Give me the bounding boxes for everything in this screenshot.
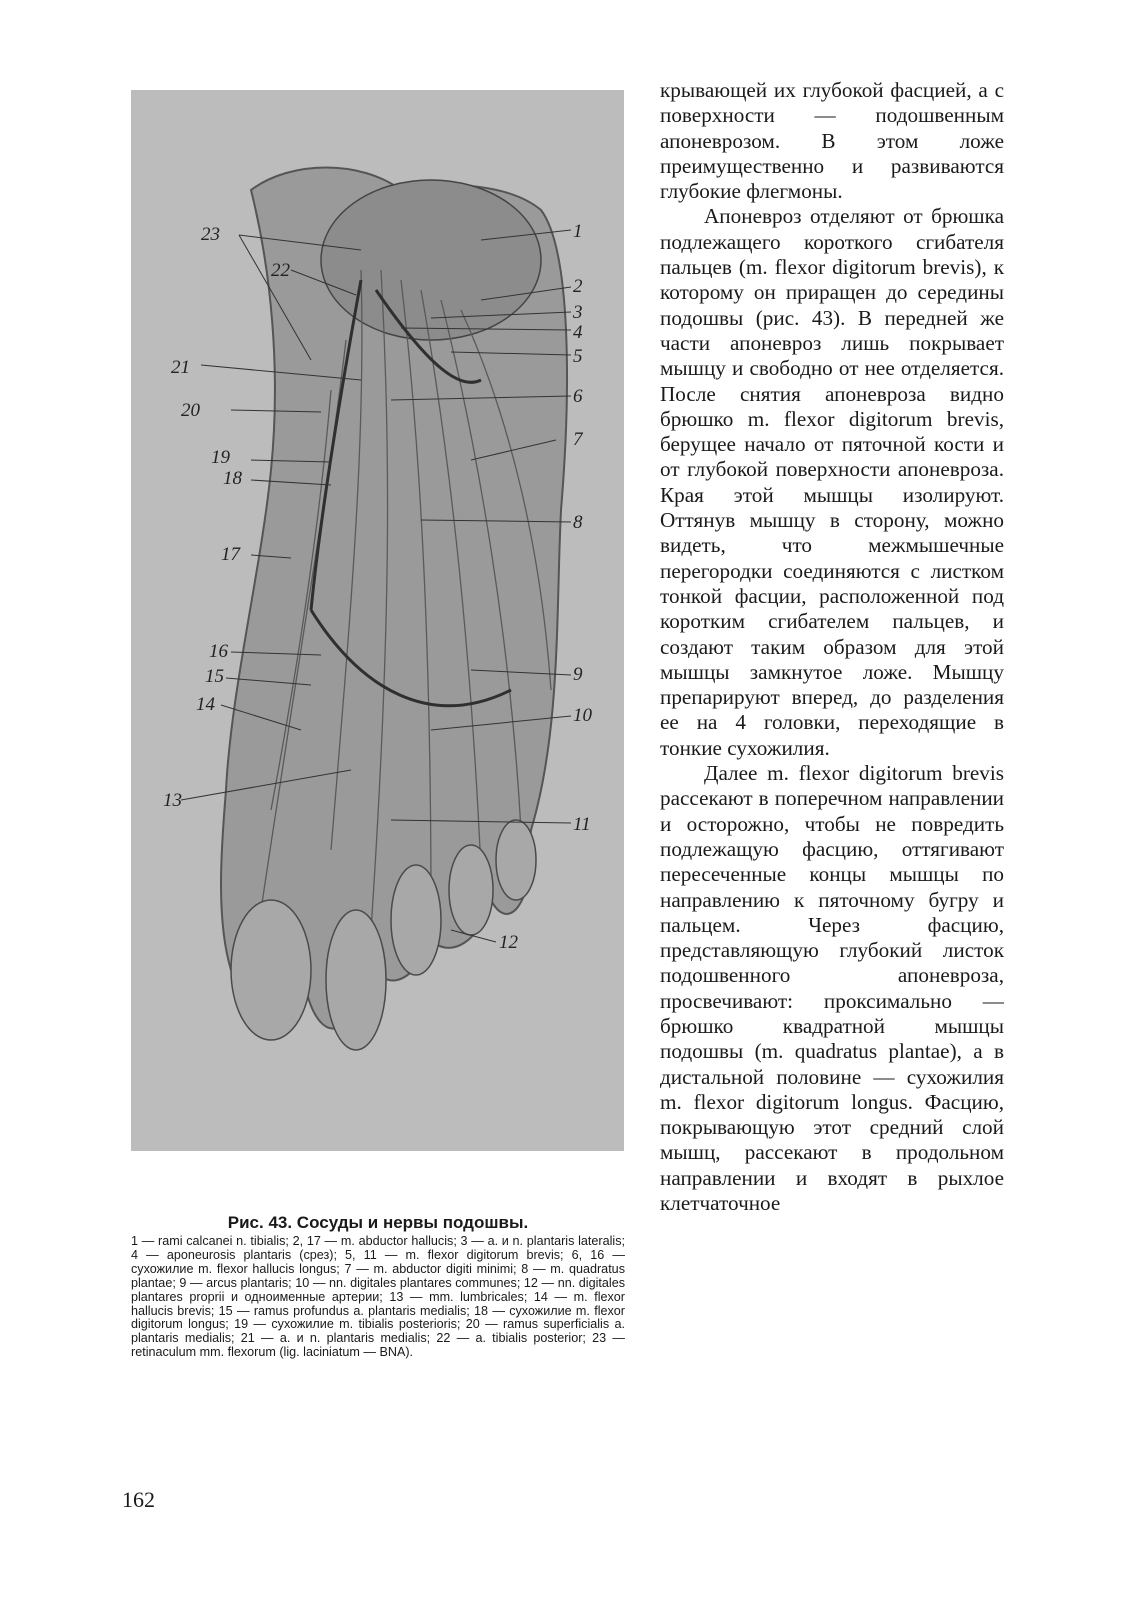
- figure-label-18: 18: [223, 468, 242, 489]
- figure-label-3: 3: [573, 302, 583, 323]
- figure-label-8: 8: [573, 512, 583, 533]
- figure-label-6: 6: [573, 386, 583, 407]
- figure-label-22: 22: [271, 260, 290, 281]
- figure-label-2: 2: [573, 276, 583, 297]
- figure-label-23: 23: [201, 224, 220, 245]
- figure-label-19: 19: [211, 447, 230, 468]
- figure-label-13: 13: [163, 790, 182, 811]
- figure-label-11: 11: [573, 814, 591, 835]
- paragraph-1: крывающей их глубокой фасцией, а с поверхности — подошвенным апоневрозом. В этом ложе преимущественно и развиваются глубокие флегмоны.: [660, 78, 1004, 204]
- figure-label-16: 16: [209, 641, 228, 662]
- figure-label-12: 12: [499, 932, 518, 953]
- figure-caption: [131, 1213, 625, 1360]
- figure-label-21: 21: [171, 357, 190, 378]
- page-number: 162: [122, 1487, 155, 1512]
- figure-label-9: 9: [573, 664, 583, 685]
- anatomical-figure: [131, 90, 624, 1151]
- figure-label-10: 10: [573, 705, 592, 726]
- body-text-column: [660, 78, 1004, 1216]
- caption-title: Рис. 43. Сосуды и нервы подошвы.: [227, 1213, 529, 1232]
- figure-label-4: 4: [573, 322, 583, 343]
- figure-label-1: 1: [573, 221, 583, 242]
- figure-label-17: 17: [221, 544, 240, 565]
- figure-label-20: 20: [181, 400, 200, 421]
- figure-label-14: 14: [196, 694, 215, 715]
- figure-label-5: 5: [573, 346, 583, 367]
- figure-label-15: 15: [205, 666, 224, 687]
- paragraph-3: Далее m. flexor digitorum brevis рассекают в поперечном направлении и осторожно, чтобы не повредить подлежащую фасцию, оттягивают пересеченные концы мышцы по направлению к пяточному бугру и пальцем. Через фасцию, представляющую глубокий листок подошвенного апоневроза, просвечивают: проксимально — брюшко квадратной мышцы подошвы (m. quadratus plantae), а в дистальной половине — сухожилия m. flexor digitorum longus. Фасцию, покрывающую этот средний слой мышц, рассекают в продольном направлении и входят в рыхлое клетчаточное: [660, 761, 1004, 1216]
- figure-label-7: 7: [573, 429, 583, 450]
- caption-body: 1 — rami calcanei n. tibialis; 2, 17 — m. abductor hallucis; 3 — a. и n. plantaris lateralis; 4 — aponeurosis plantaris (срез); 5, 11 — m. flexor digitorum brevis; 6, 16 — сухожилие m. flexor hallucis longus; 7 — m. abductor digiti minimi; 8 — m. quadratus plantae; 9 — arcus plantaris; 10 — nn. digitales plantares communes; 12 — nn. digitales plantares proprii и одноименные артерии; 13 — mm. lumbricales; 14 — m. flexor hallucis brevis; 15 — ramus profundus a. plantaris medialis; 18 — сухожилие m. flexor digitorum longus; 19 — сухожилие m. tibialis posterioris; 20 — ramus superficialis a. plantaris medialis; 21 — a. и n. plantaris medialis; 22 — a. tibialis posterior; 23 — retinaculum mm. flexorum (lig. laciniatum — BNA).: [131, 1234, 625, 1360]
- paragraph-2: Апоневроз отделяют от брюшка подлежащего короткого сгибателя пальцев (m. flexor digitorum brevis), к которому он приращен до середины подошвы (рис. 43). В передней же части апоневроз лишь покрывает мышцу и свободно от нее отделяется. После снятия апоневроза видно брюшко m. flexor digitorum brevis, берущее начало от пяточной кости и от глубокой поверхности апоневроза. Края этой мышцы изолируют. Оттянув мышцу в сторону, можно видеть, что межмышечные перегородки соединяются с листком тонкой фасции, расположенной под коротким сгибателем пальцев, и создают таким образом для этой мышцы замкнутое ложе. Мышцу препарируют вперед, до разделения ее на 4 головки, переходящие в тонкие сухожилия.: [660, 204, 1004, 760]
